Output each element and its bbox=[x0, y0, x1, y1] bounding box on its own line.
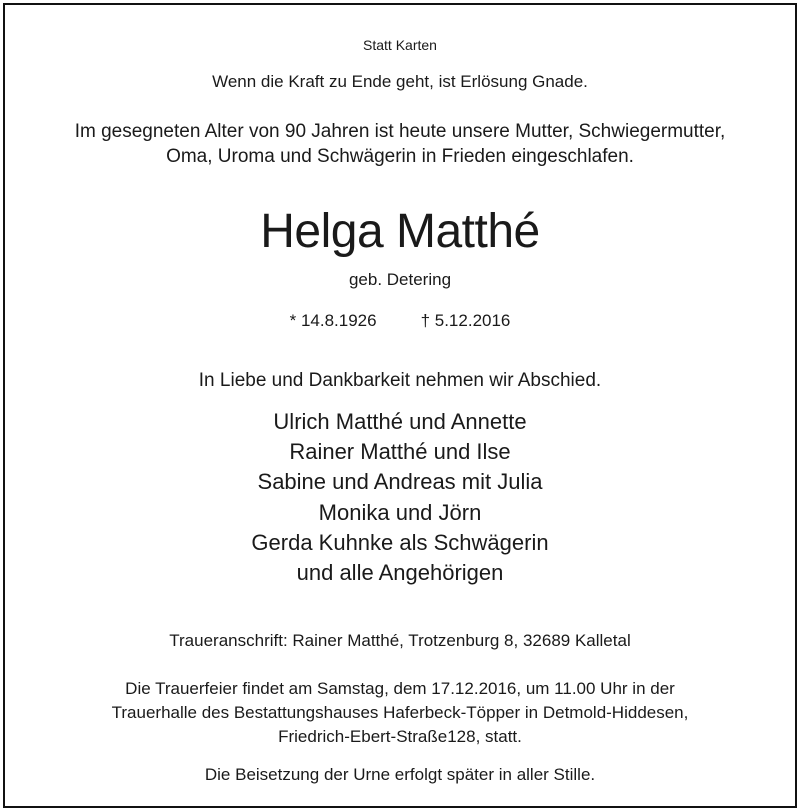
mourner-line: Ulrich Matthé und Annette bbox=[273, 409, 527, 434]
quote-text: Wenn die Kraft zu Ende geht, ist Erlösung Gnade. bbox=[212, 72, 588, 91]
birth-date: * 14.8.1926 bbox=[289, 311, 377, 330]
intro-line-1: Im gesegneten Alter von 90 Jahren ist heute unsere Mutter, Schwiegermutter, bbox=[74, 121, 726, 142]
header-text: Statt Karten bbox=[363, 37, 437, 53]
intro-line-2: Oma, Uroma und Schwägerin in Frieden eingeschlafen. bbox=[166, 146, 634, 167]
service-line-1: Die Trauerfeier findet am Samstag, dem 17.12.2016, um 11.00 Uhr in der bbox=[125, 679, 675, 698]
birth-name: geb. Detering bbox=[348, 270, 452, 289]
mourner-line: Monika und Jörn bbox=[318, 500, 482, 525]
mourner-line: und alle Angehörigen bbox=[296, 560, 504, 585]
service-line-3: Friedrich-Ebert-Straße128, statt. bbox=[278, 727, 522, 746]
mourner-line: Rainer Matthé und Ilse bbox=[289, 439, 511, 464]
mourner-line: Gerda Kuhnke als Schwägerin bbox=[251, 530, 549, 555]
farewell-text: In Liebe und Dankbarkeit nehmen wir Abschied. bbox=[198, 370, 602, 391]
deceased-name: Helga Matthé bbox=[260, 205, 540, 258]
mourner-line: Sabine und Andreas mit Julia bbox=[257, 469, 543, 494]
death-date: † 5.12.2016 bbox=[420, 311, 511, 330]
life-dates bbox=[0, 311, 800, 331]
service-line-2: Trauerhalle des Bestattungshauses Haferbeck-Töpper in Detmold-Hiddesen, bbox=[111, 703, 689, 722]
mourning-address: Traueranschrift: Rainer Matthé, Trotzenburg 8, 32689 Kalletal bbox=[169, 631, 631, 650]
burial-note: Die Beisetzung der Urne erfolgt später in aller Stille. bbox=[204, 765, 596, 784]
